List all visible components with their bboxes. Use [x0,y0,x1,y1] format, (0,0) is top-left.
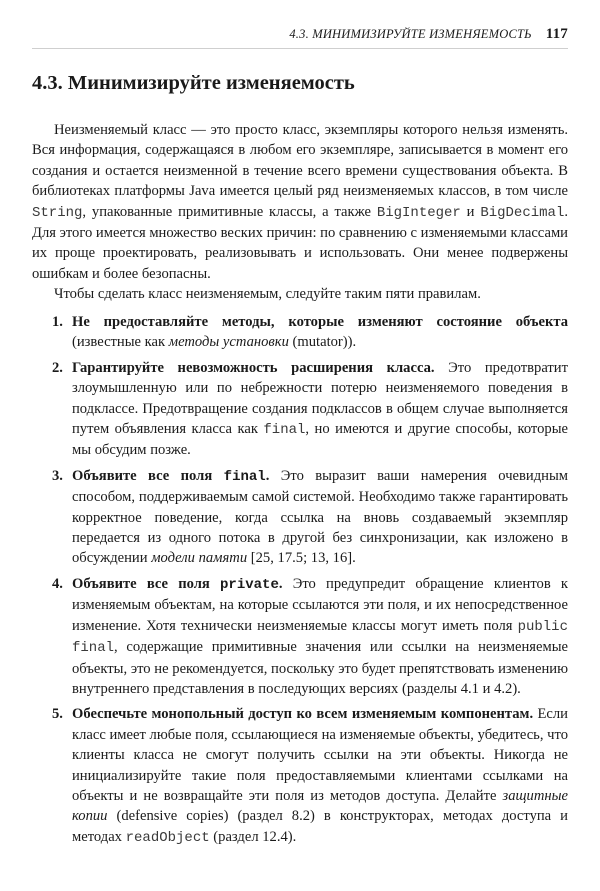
term-emphasis: методы установки [168,334,289,351]
text-run: [25, 17.5; 13, 16]. [247,550,356,567]
text-run: и [460,203,481,220]
rules-list [32,312,568,853]
intro-paragraph-2: Чтобы сделать класс неизменяемым, следуйте таким пяти правилам. [54,286,481,303]
rule-heading: Гарантируйте невозможность расширения класса. [72,359,435,376]
rule-number: 3. [52,467,63,484]
rule-number: 5. [52,706,63,723]
rule-item-1 [32,312,568,353]
code-public-final: public final [72,618,568,657]
text-run: Это предупредит обращение клиентов к изменяемым объектам, на которые ссылаются эти поля, и их непосредственное изменение. Хотя технически неизменяемые классы могут иметь поля [72,575,569,634]
code-biginteger: BigInteger [376,204,461,221]
intro-text [32,120,568,305]
text-run: , но имеются и другие способы, которые мы обсудим позже. [72,421,568,459]
text-run: , содержащие примитивные значения или ссылки на неизменяемые объекты, это не рекомендуется, поскольку это будет препятствовать изменению внутреннего представления в последующих версиях (разделы 4.1 и 4.2). [72,639,568,697]
text-run: , упакованные примитивные классы, а также [82,203,377,220]
running-head [289,26,568,43]
header-divider [32,48,568,49]
rule-heading: Обеспечьте монопольный доступ ко всем изменяемым компонентам. [72,706,534,723]
code-final: final [263,422,306,439]
rule-item-2 [32,358,568,461]
text-run: Если класс имеет любые поля, ссылающиеся на изменяемые объекты, убедитесь, что клиенты класса не смогут получить ссылки на эти объекты. Никогда не инициализируйте такие поля предоставляемыми клиентами ссылками на объекты и не возвращайте эти поля из методов доступа. Делайте [72,706,568,804]
rule-heading-end: . [278,575,283,592]
text-run: (defensive copies) (раздел 8.2) в конструкторах, методах доступа и методах [72,808,568,845]
code-string: String [32,204,83,221]
text-run: Это предотвратит злоумышленную или по небрежности потерю неизменяемого поведения в подклассе. Предотвращение создания подклассов в общем случае выполняется путем объявления класса как [72,359,568,438]
text-run: (mutator)). [288,334,357,351]
rule-heading-end: . [265,467,270,484]
text-run: . Для этого имеется множество веских причин: по сравнению с изменяемыми классами их проще проектировать, реализовывать и использовать. Они менее подвержены ошибкам и более безопасны. [32,203,568,282]
term-emphasis: защитные копии [72,787,568,825]
intro-paragraph-1 [32,120,568,284]
rule-number: 2. [52,359,63,376]
running-head-section: 4.3. МИНИМИЗИРУЙТЕ ИЗМЕНЯЕМОСТЬ [289,27,532,41]
code-bigdecimal: BigDecimal [480,204,565,221]
rule-item-3 [32,466,568,569]
rule-heading: Объявите все поля [72,467,224,484]
text-run: Неизменяемый класс — это просто класс, экземпляры которого нельзя изменять. Вся информация, содержащаяся в любом его экземпляре, записывается в момент его создания и остается неизменной в течение всего времени существования объекта. В библиотеках платформы Java имеется целый ряд неизменяемых классов, в том числе [32,122,568,200]
rule-item-5 [32,704,568,848]
code-readobject: readObject [125,829,210,846]
rule-number: 4. [52,575,63,592]
rule-heading: Объявите все поля [72,575,221,592]
text-run: (раздел 12.4). [209,828,297,845]
code-final-bold: final [223,468,266,485]
text-run: Это выразит ваши намерения очевидным способом, поддерживаемым самой системой. Необходимо также гарантировать корректное поведение, когда ссылка на вновь создаваемый экземпляр передается из одного потока в другой без синхронизации, как изложено в обсуждении [72,467,569,567]
rule-heading: Не предоставляйте методы, которые изменяют состояние объекта [72,314,568,330]
section-title: 4.3. Минимизируйте изменяемость [32,72,355,94]
term-emphasis: модели памяти [151,550,248,567]
code-private-bold: private [220,576,279,593]
rule-number: 1. [52,314,63,330]
rule-item-4 [32,574,568,699]
text-run: (известные как [72,334,169,351]
page-number: 117 [545,26,568,42]
